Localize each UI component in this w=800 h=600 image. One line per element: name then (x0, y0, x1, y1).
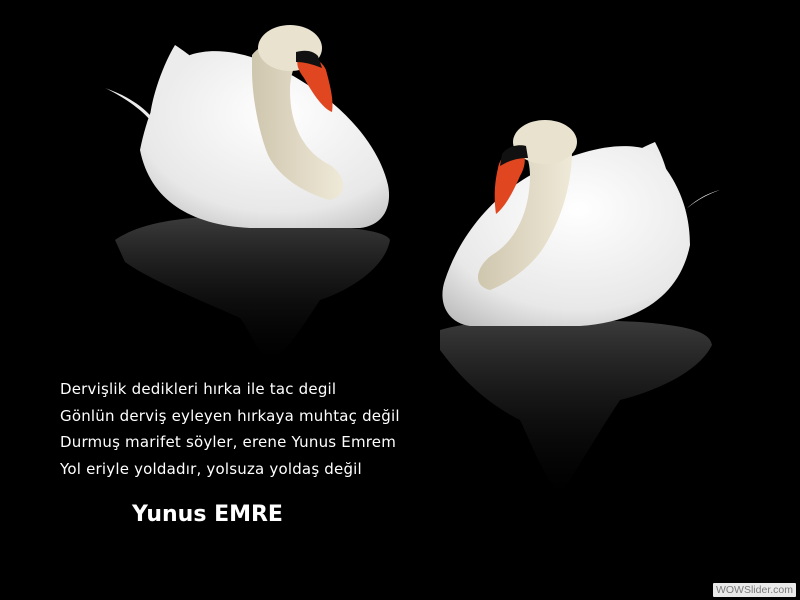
right-swan-reflection (440, 320, 712, 495)
right-swan (442, 120, 720, 326)
slider-credit-link[interactable]: WOWSlider.com (713, 583, 796, 597)
poem-author: Yunus EMRE (132, 502, 283, 527)
poem-line: Dervişlik dedikleri hırka ile tac degil (60, 380, 337, 398)
poem-line: Yol eriyle yoldadır, yolsuza yoldaş değil (60, 459, 362, 478)
left-swan-reflection (115, 217, 390, 360)
poem (60, 376, 400, 482)
left-swan (105, 25, 389, 228)
poem-line: Gönlün derviş eyleyen hırkaya muhtaç değil (60, 406, 400, 425)
poem-line: Durmuş marifet söyler, erene Yunus Emrem (60, 433, 397, 451)
